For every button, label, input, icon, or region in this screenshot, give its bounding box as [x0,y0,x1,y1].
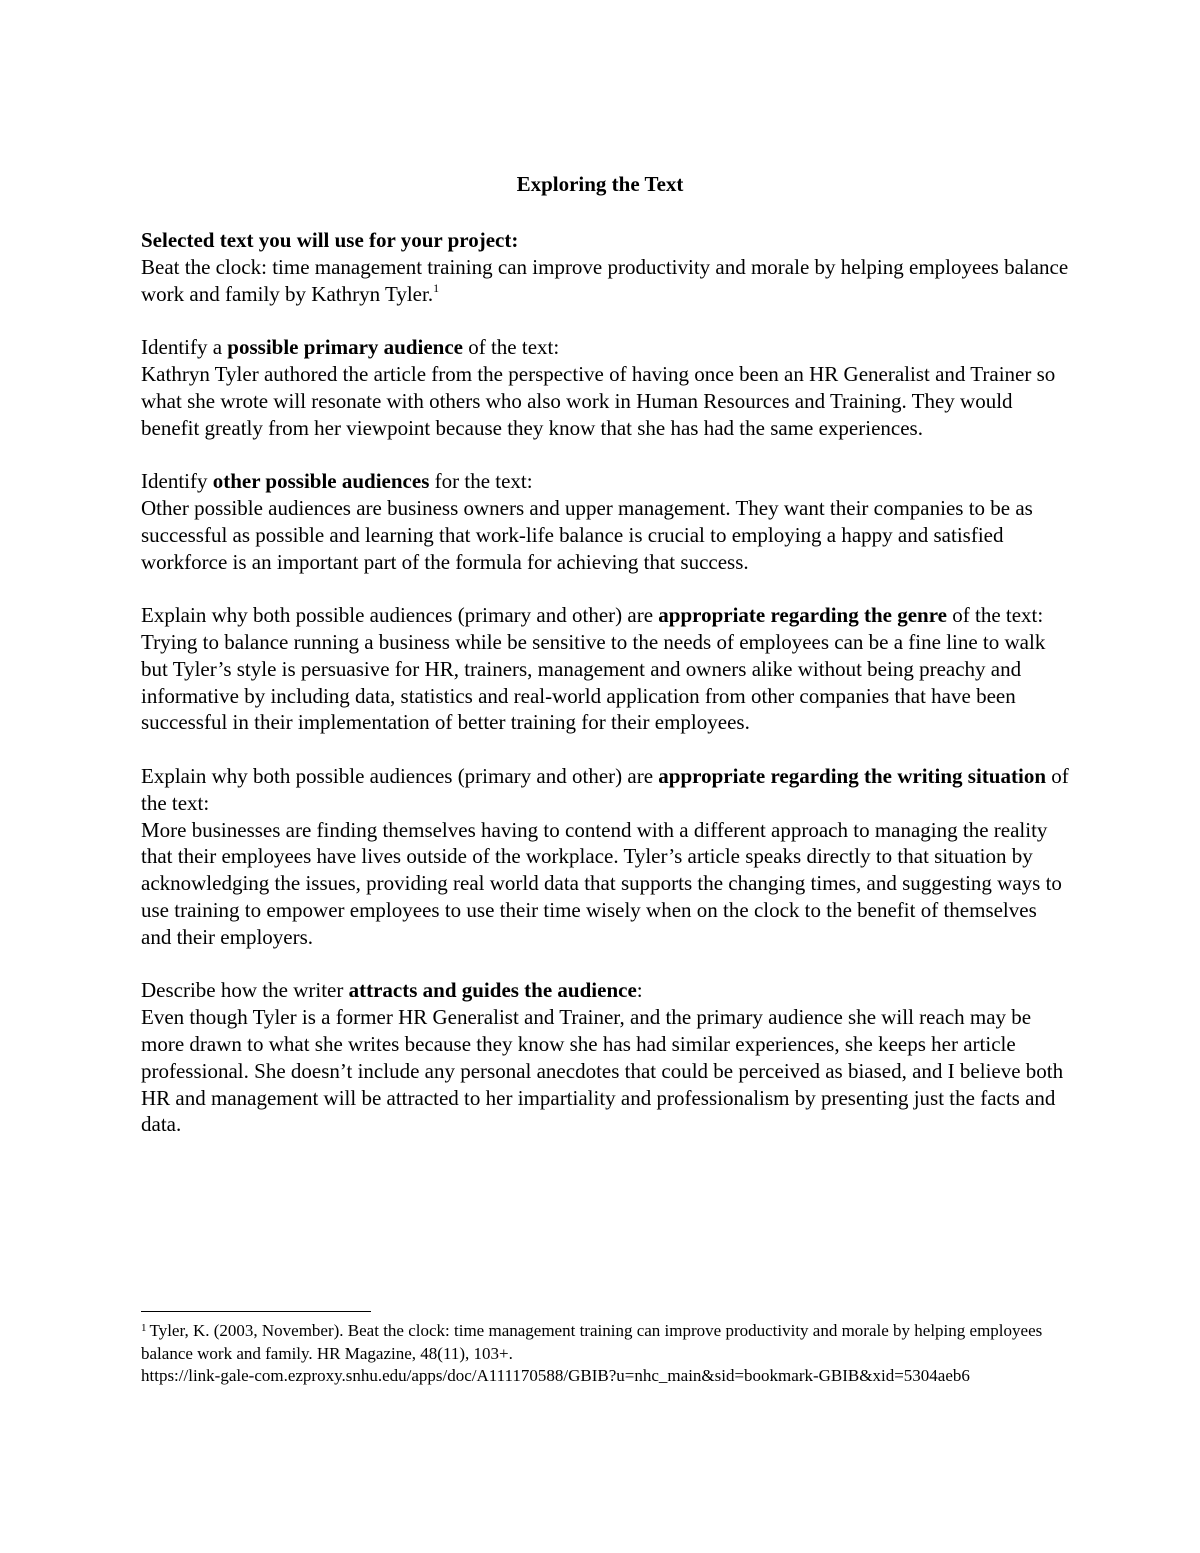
writing-situation-answer: More businesses are finding themselves having to contend with a different approach to managing the reality that their employees have lives outside of the workplace. Tyler’s article speaks directly to that situation by acknowledging the issues, providing real world data that supports the changing times, and suggesting ways to use training to empower employees to use their time wisely when on the clock to the benefit of themselves and their employers. [141,817,1062,949]
footnote [141,1320,1061,1388]
section-attracts-guides [141,977,1071,1138]
prompt-prefix: Explain why both possible audiences (primary and other) are [141,603,659,628]
prompt-suffix: of the text: [947,603,1044,628]
genre-prompt [141,602,1071,629]
other-audiences-prompt [141,468,1071,495]
attracts-guides-answer: Even though Tyler is a former HR Generalist and Trainer, and the primary audience she will reach may be more drawn to what she writes because they know she has had similar experiences, she keeps her article professional. She doesn’t include any personal anecdotes that could be perceived as biased, and I believe both HR and management will be attracted to her impartiality and professionalism by presenting just the facts and data. [141,1005,1064,1137]
footnote-separator [141,1311,371,1312]
section-genre [141,602,1071,736]
writing-situation-prompt [141,763,1071,817]
footnote-citation: Tyler, K. (2003, November). Beat the clock: time management training can improve productivity and morale by helping employees balance work and family. HR Magazine, 48(11), 103+. [141,1321,1043,1363]
primary-audience-prompt [141,334,1071,361]
genre-answer: Trying to balance running a business while be sensitive to the needs of employees can be a fine line to walk but Tyler’s style is persuasive for HR, trainers, management and owners alike without being preachy and informative by including data, statistics and real-world application from other companies that have been successful in their implementation of better training for their employees. [141,629,1046,735]
section-other-audiences [141,468,1071,575]
prompt-suffix: of the text: [141,763,1069,815]
section-primary-audience [141,334,1071,441]
prompt-prefix: Describe how the writer [141,978,349,1003]
footnote-mark: 1 [141,1322,147,1334]
primary-audience-answer: Kathryn Tyler authored the article from the perspective of having once been an HR Generalist and Trainer so what she wrote will resonate with others who also work in Human Resources and Training. They would benefit greatly from her viewpoint because they know that she has had the same experiences. [141,361,1056,440]
section-writing-situation [141,763,1071,951]
selected-text-body: Beat the clock: time management training can improve productivity and morale by helping employees balance work and family by Kathryn Tyler. [141,254,1069,306]
attracts-guides-prompt [141,977,1071,1004]
prompt-suffix: : [636,978,643,1003]
prompt-emphasis: other possible audiences [212,469,430,494]
other-audiences-answer: Other possible audiences are business owners and upper management. They want their companies to be as successful as possible and learning that work-life balance is crucial to employing a happy and satisfied workforce is an important part of the formula for achieving that success. [141,495,1033,574]
prompt-prefix: Identify [141,469,213,494]
footnote-reference[interactable]: 1 [433,280,440,295]
prompt-emphasis: appropriate regarding the genre [658,603,947,628]
prompt-emphasis: appropriate regarding the writing situation [658,763,1046,788]
prompt-emphasis: attracts and guides the audience [348,978,637,1003]
selected-text-label: Selected text you will use for your project: [141,228,519,252]
footnote-url[interactable]: https://link-gale-com.ezproxy.snhu.edu/apps/doc/A111170588/GBIB?u=nhc_main&sid=bookmark-GBIB&xid=5304aeb6 [141,1366,970,1385]
prompt-suffix: for the text: [429,469,533,494]
prompt-suffix: of the text: [462,335,560,360]
section-selected-text [141,227,1071,307]
page-title: Exploring the Text [516,172,684,196]
prompt-prefix: Identify a [141,335,228,360]
prompt-emphasis: possible primary audience [227,335,463,360]
document-body [141,227,1071,1165]
prompt-prefix: Explain why both possible audiences (primary and other) are [141,763,659,788]
